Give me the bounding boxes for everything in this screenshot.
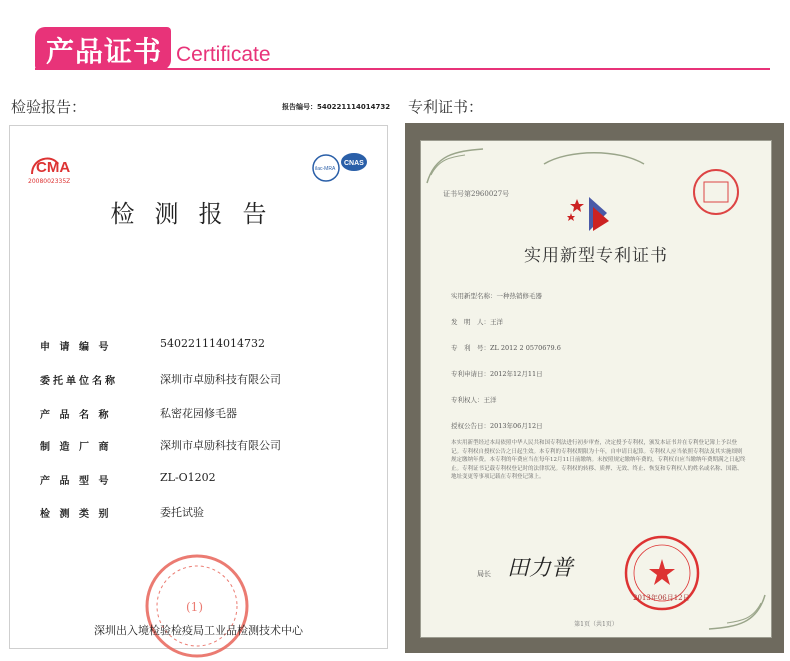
patent-section-label: 专利证书： [408, 98, 484, 116]
cnas-ilac-logo-icon [310, 148, 370, 188]
svg-text:CMA: CMA [36, 159, 71, 176]
seal-date: 2013年06月12日 [633, 594, 690, 602]
report-field-row: 检 测 类 别 委托试验 [40, 506, 204, 520]
header-title-en: Certificate [176, 43, 271, 66]
svg-text:ilac-MRA: ilac-MRA [315, 166, 336, 172]
patent-certificate-image [420, 140, 772, 638]
patent-cert-number: 证书号第2960027号 [443, 190, 510, 198]
patent-row: 专利权人：王洋 [451, 396, 497, 404]
patent-seal-top-icon [691, 167, 741, 217]
patent-office-emblem-icon [563, 191, 623, 235]
header-title-cn: 产品证书 [46, 35, 163, 68]
test-report-image [9, 125, 388, 649]
ornament-top-icon [539, 149, 649, 169]
svg-text:CNAS: CNAS [344, 160, 364, 167]
page-header [0, 0, 790, 80]
report-field-row: 委托单位名称 深圳市卓励科技有限公司 [40, 373, 281, 387]
patent-page-number: 第1页（共1页） [574, 621, 618, 628]
report-section-label: 检验报告： [11, 98, 87, 116]
patent-title: 实用新型专利证书 [524, 246, 668, 266]
patent-row: 专利申请日：2012年12月11日 [451, 370, 543, 378]
report-number: 报告编号：540221114014732 [282, 103, 391, 111]
report-field-row: 申 请 编 号 540221114014732 [40, 337, 265, 353]
cma-logo-icon [28, 152, 86, 178]
report-field-row: 制 造 厂 商 深圳市卓励科技有限公司 [40, 439, 281, 453]
patent-row: 发 明 人：王洋 [451, 318, 503, 326]
report-issuer: 深圳出入境检验检疫局工业品检测技术中心 [94, 624, 303, 637]
patent-row: 授权公告日：2013年06月12日 [451, 422, 543, 430]
report-field-row: 产 品 名 称 私密花园修毛器 [40, 407, 237, 421]
report-field-row: 产 品 型 号 ZL-O1202 [40, 471, 216, 487]
cma-number: 2008002335Z [28, 178, 71, 185]
patent-row: 专 利 号：ZL 2012 2 0570679.6 [451, 344, 561, 352]
director-signature: 田力普 [507, 556, 574, 581]
header-divider [35, 68, 770, 70]
patent-body-text: 本实用新型经过本局依照中华人民共和国专利法进行初步审查，决定授予专利权，颁发本证书并在专利登记簿上予以登记。专利权自授权公告之日起生效。本专利的专利权期限为十年，自申请日起算。专利权人应当依照专利法及其实施细则规定缴纳年费。本专利的年费应当在每年12月11日前缴纳。未按照规定缴纳年费的，专利权自应当缴纳年费期满之日起终止。专利证书记载专利权登记时的法律状况。专利权的转移、质押、无效、终止、恢复和专利权人的姓名或名称、国籍、地址变更等事项记载在专利登记簿上。 [451, 440, 746, 480]
director-label: 局长 [477, 570, 491, 578]
report-title: 检测报告 [110, 200, 287, 228]
ornament-corner-icon [425, 145, 485, 185]
svg-text:(1): (1) [186, 600, 203, 614]
patent-row: 实用新型名称：一种热销修毛器 [451, 292, 542, 300]
inspection-stamp-icon [142, 551, 252, 661]
